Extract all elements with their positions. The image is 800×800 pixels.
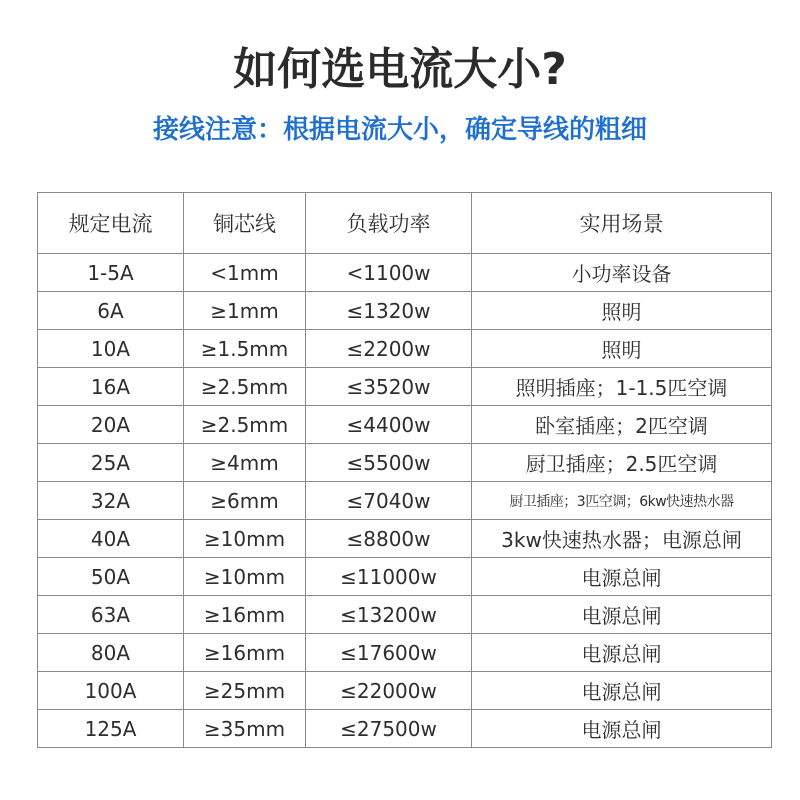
cell-scenario: 厨卫插座；2.5匹空调 xyxy=(472,444,772,482)
cell-scenario: 电源总闸 xyxy=(472,596,772,634)
cell-current: 80A xyxy=(38,634,184,672)
table-row xyxy=(38,710,772,748)
cell-power: ≤22000w xyxy=(306,672,472,710)
cell-scenario: 照明插座；1-1.5匹空调 xyxy=(472,368,772,406)
table-row xyxy=(38,672,772,710)
cell-current: 16A xyxy=(38,368,184,406)
cell-scenario: 电源总闸 xyxy=(472,710,772,748)
cell-current: 1-5A xyxy=(38,254,184,292)
cell-power: ≤5500w xyxy=(306,444,472,482)
header-usage-scenario: 实用场景 xyxy=(472,193,772,254)
table-row xyxy=(38,406,772,444)
header-copper-wire: 铜芯线 xyxy=(184,193,306,254)
cell-power: ≤13200w xyxy=(306,596,472,634)
cell-wire: ≥4mm xyxy=(184,444,306,482)
cell-current: 50A xyxy=(38,558,184,596)
cell-wire: ≥16mm xyxy=(184,596,306,634)
cell-current: 125A xyxy=(38,710,184,748)
cell-power: ≤17600w xyxy=(306,634,472,672)
cell-wire: ≥1mm xyxy=(184,292,306,330)
cell-power: ≤11000w xyxy=(306,558,472,596)
page-title: 如何选电流大小? xyxy=(233,44,567,95)
cell-scenario: 照明 xyxy=(472,330,772,368)
cell-current: 63A xyxy=(38,596,184,634)
page-subtitle: 接线注意：根据电流大小，确定导线的粗细 xyxy=(152,115,647,145)
table-row xyxy=(38,634,772,672)
cell-wire: ≥6mm xyxy=(184,482,306,520)
cell-wire: ≥16mm xyxy=(184,634,306,672)
cell-power: ≤2200w xyxy=(306,330,472,368)
cell-wire: ≥25mm xyxy=(184,672,306,710)
table-row xyxy=(38,444,772,482)
cell-wire: ≥2.5mm xyxy=(184,406,306,444)
cell-wire: <1mm xyxy=(184,254,306,292)
table-header-row xyxy=(38,193,772,254)
current-spec-table xyxy=(37,192,772,748)
table-row xyxy=(38,520,772,558)
cell-scenario: 3kw快速热水器；电源总闸 xyxy=(472,520,772,558)
table-row xyxy=(38,254,772,292)
cell-power: ≤1320w xyxy=(306,292,472,330)
cell-scenario: 小功率设备 xyxy=(472,254,772,292)
table-row xyxy=(38,482,772,520)
cell-current: 10A xyxy=(38,330,184,368)
cell-current: 40A xyxy=(38,520,184,558)
cell-scenario: 卧室插座；2匹空调 xyxy=(472,406,772,444)
cell-power: ≤4400w xyxy=(306,406,472,444)
cell-wire: ≥10mm xyxy=(184,558,306,596)
cell-scenario: 电源总闸 xyxy=(472,672,772,710)
cell-current: 20A xyxy=(38,406,184,444)
cell-wire: ≥2.5mm xyxy=(184,368,306,406)
header-load-power: 负载功率 xyxy=(306,193,472,254)
cell-scenario: 电源总闸 xyxy=(472,558,772,596)
cell-current: 32A xyxy=(38,482,184,520)
cell-current: 6A xyxy=(38,292,184,330)
table-row xyxy=(38,368,772,406)
header-rated-current: 规定电流 xyxy=(38,193,184,254)
cell-power: ≤3520w xyxy=(306,368,472,406)
cell-scenario: 电源总闸 xyxy=(472,634,772,672)
cell-power: ≤7040w xyxy=(306,482,472,520)
cell-scenario: 厨卫插座；3匹空调；6kw快速热水器 xyxy=(472,482,772,520)
cell-wire: ≥35mm xyxy=(184,710,306,748)
cell-power: ≤27500w xyxy=(306,710,472,748)
cell-scenario: 照明 xyxy=(472,292,772,330)
table-row xyxy=(38,596,772,634)
cell-power: ≤8800w xyxy=(306,520,472,558)
cell-power: <1100w xyxy=(306,254,472,292)
table-row xyxy=(38,292,772,330)
cell-wire: ≥1.5mm xyxy=(184,330,306,368)
cell-wire: ≥10mm xyxy=(184,520,306,558)
table-row xyxy=(38,558,772,596)
table-row xyxy=(38,330,772,368)
cell-current: 100A xyxy=(38,672,184,710)
cell-current: 25A xyxy=(38,444,184,482)
